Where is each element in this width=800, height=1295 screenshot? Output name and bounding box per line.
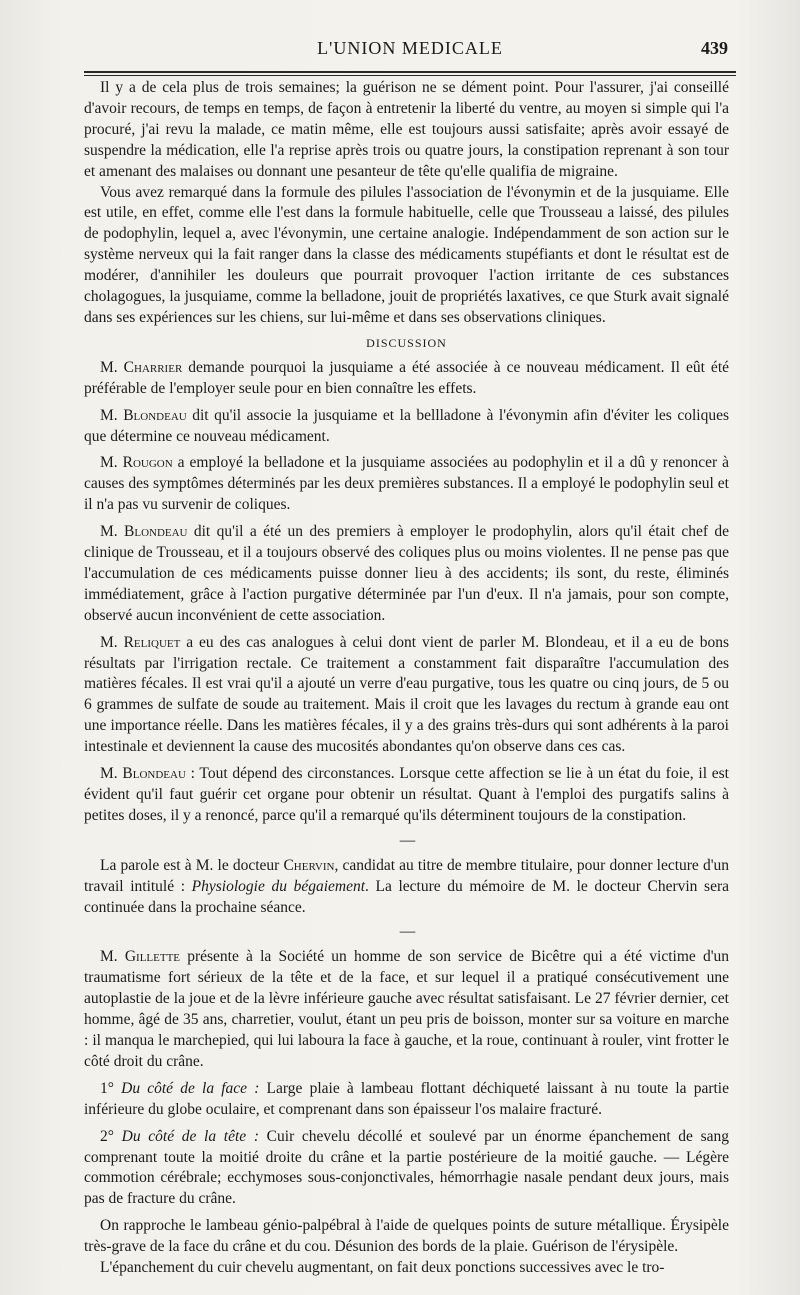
article-body [84,78,729,1279]
header-rule-thin [84,75,736,76]
speaker-name: M. Blondeau [100,406,187,424]
separator-dash: — [399,831,414,849]
paragraph-text: dit qu'il a été un des premiers à employer le prodophylin, alors qu'il était chef de clinique de Trousseau, et il a toujours observé des coliques plus ou moins violentes. Il ne pense pas que l'accumulation de ces médicaments puisse donner lieu à des accidents; ils sont, du reste, éliminés immédiatement, grâce à l'action purgative déterminée par l'un d'eux. Il n'a jamais, pour son compte, observé aucun inconvénient de cette association. [84,523,729,624]
speaker-name: M. Charrier [100,358,183,376]
section-heading: DISCUSSION [366,335,447,350]
paragraph-text: . La lecture du mémoire de M. le docteur Chervin sera continuée dans la prochaine séance. [84,877,729,916]
paragraph: On rapproche le lambeau génio-palpébral à l'aide de quelques points de suture métallique. Érysipèle très-grave de la face du crâne et du cou. Désunion des bords de la plaie. Guérison de l'érysipèle. [84,1217,729,1256]
speaker-name: Chervin [283,856,335,874]
paragraph-text: dit qu'il associe la jusquiame et la bellladone à l'évonymin afin d'éviter les coliques que détermine ce nouveau médicament. [84,406,729,445]
paragraph-text: présente à la Société un homme de son service de Bicêtre qui a été victime d'un traumatisme fort sérieux de la tête et de la face, et sur lequel il a pratiqué consécutivement une autoplastie de la joue et de la lèvre inférieure gauche avec résultat satisfaisant. Le 27 février dernier, cet homme, âgé de 35 ans, charretier, voulut, étant un peu pris de boisson, monter sur sa voiture en marche : il manqua le marchepied, qui lui laboura la face à gauche, et la roue, continuant à rouler, vint frotter le côté droit du crâne. [84,948,729,1070]
item-label: Du côté de la face : [121,1079,260,1097]
item-number: 1° [100,1079,114,1097]
paragraph-text: : Tout dépend des circonstances. Lorsque cette affection se lie à un état du foie, il est évident qu'il faut guérir cet organe pour obtenir un résultat. Quant à l'emploi des purgatifs salins à petites doses, il y a renoncé, parce qu'il a remarqué qu'ils déterminent toujours de la constipation. [84,765,729,824]
paragraph [84,453,729,516]
speaker-name: M. Rougon [100,454,173,472]
paragraph [84,856,729,919]
header-rule [84,71,736,73]
paragraph [84,406,729,448]
paragraph [84,522,729,627]
item-label: Du côté de la tête : [121,1127,259,1145]
paragraph: L'épanchement du cuir chevelu augmentant, on fait deux ponctions successives avec le tro- [100,1259,665,1277]
page-number: 439 [701,38,728,58]
paragraph-text: demande pourquoi la jusquiame a été associée à ce nouveau médicament. Il eût été préférable de l'employer seule pour en bien connaître les effets. [84,358,730,397]
speaker-name: M. Reliquet [100,633,181,651]
item-number: 2° [100,1127,114,1145]
paragraph [84,358,729,400]
paragraph [84,633,729,758]
paragraph-text: a employé la belladone et la jusquiame associées au podophylin et il a dû y renoncer à causes des symptômes déterminés par les deux premières substances. Il a employé le podophylin seul et il n'a pas vu survenir de coliques. [84,454,729,514]
work-title: Physiologie du bégaiement [191,877,366,895]
paragraph [84,1127,729,1211]
paragraph: Vous avez remarqué dans la formule des pilules l'association de l'évonymin et de la jusquiame. Elle est utile, en effet, comme elle l'est dans la formule habituelle, celle que Trousseau a laissé, des pilules de podophylin, lequel a, avec l'évonymin, une certaine analogie. Indépendamment de son action sur le système nerveux qui la fait ranger dans la classe des médicaments stupéfiants et dont le résultat est de modérer, d'annihiler les douleurs que pourrait provoquer l'action irritante de ces substances cholagogues, la jusquiame, comme la belladone, jouit de propriétés laxatives, ce que Sturk avait signalé dans ses expériences sur les chiens, sur lui-même et dans ses observations cliniques. [84,183,729,326]
paragraph [84,947,729,1072]
paragraph-text: , candidat au titre de membre titulaire, pour donner lecture d'un travail intitulé : [84,856,729,895]
running-header [84,36,736,66]
paragraph-text: La parole est à M. le docteur [100,856,284,874]
journal-title: L'UNION MEDICALE [317,38,503,58]
separator-dash: — [399,923,414,941]
paragraph [84,1079,729,1121]
paragraph [84,764,729,827]
speaker-name: M. Blondeau [100,523,188,541]
paragraph-text: a eu des cas analogues à celui dont vient de parler M. Blondeau, et il a eu de bons résultats par l'irrigation rectale. Ce traitement a constamment fait disparaître l'accumulation des matières fécales. Il est vrai qu'il a ajouté un verre d'eau purgative, tous les quatre ou cinq jours, de 5 ou 6 grammes de sulfate de soude au traitement. Mais il croit que les lavages du rectum à grande eau ont une importance réelle. Dans les matières fécales, il y a des grains très-durs qui sont adhérents à la paroi intestinale et deviennent la cause des mucosités abondantes qu'on observe dans ces cas. [84,633,729,756]
paragraph-text: Large plaie à lambeau flottant déchiqueté laissant à nu toute la partie inférieure du globe oculaire, et comprenant dans son épaisseur l'os malaire fracturé. [84,1079,729,1118]
paragraph: Il y a de cela plus de trois semaines; la guérison ne se dément point. Pour l'assurer, j'ai conseillé d'avoir recours, de temps en temps, de façon à entretenir la liberté du ventre, au moyen si simple qui l'a procuré, j'ai revu la malade, ce matin même, elle est toujours aussi satisfaite; après avoir essayé de suspendre la médication, elle l'a reprise après trois ou quatre jours, la constipation reprenant à son tour et amenant des malaises ou donnant une pesanteur de tête qu'elle qualifia de migraine. [84,79,729,180]
speaker-name: M. Gillette [100,948,181,966]
speaker-name: M. Blondeau [100,765,186,783]
paragraph-text: Cuir chevelu décollé et soulevé par un énorme épanchement de sang comprenant toute la moitié droite du crâne et la partie postérieure de la moitié gauche. — Légère commotion cérébrale; ecchymoses sous-conjonctivales, hémorrhagie nasale pendant deux jours, mais pas de fracture du crâne. [84,1127,730,1208]
